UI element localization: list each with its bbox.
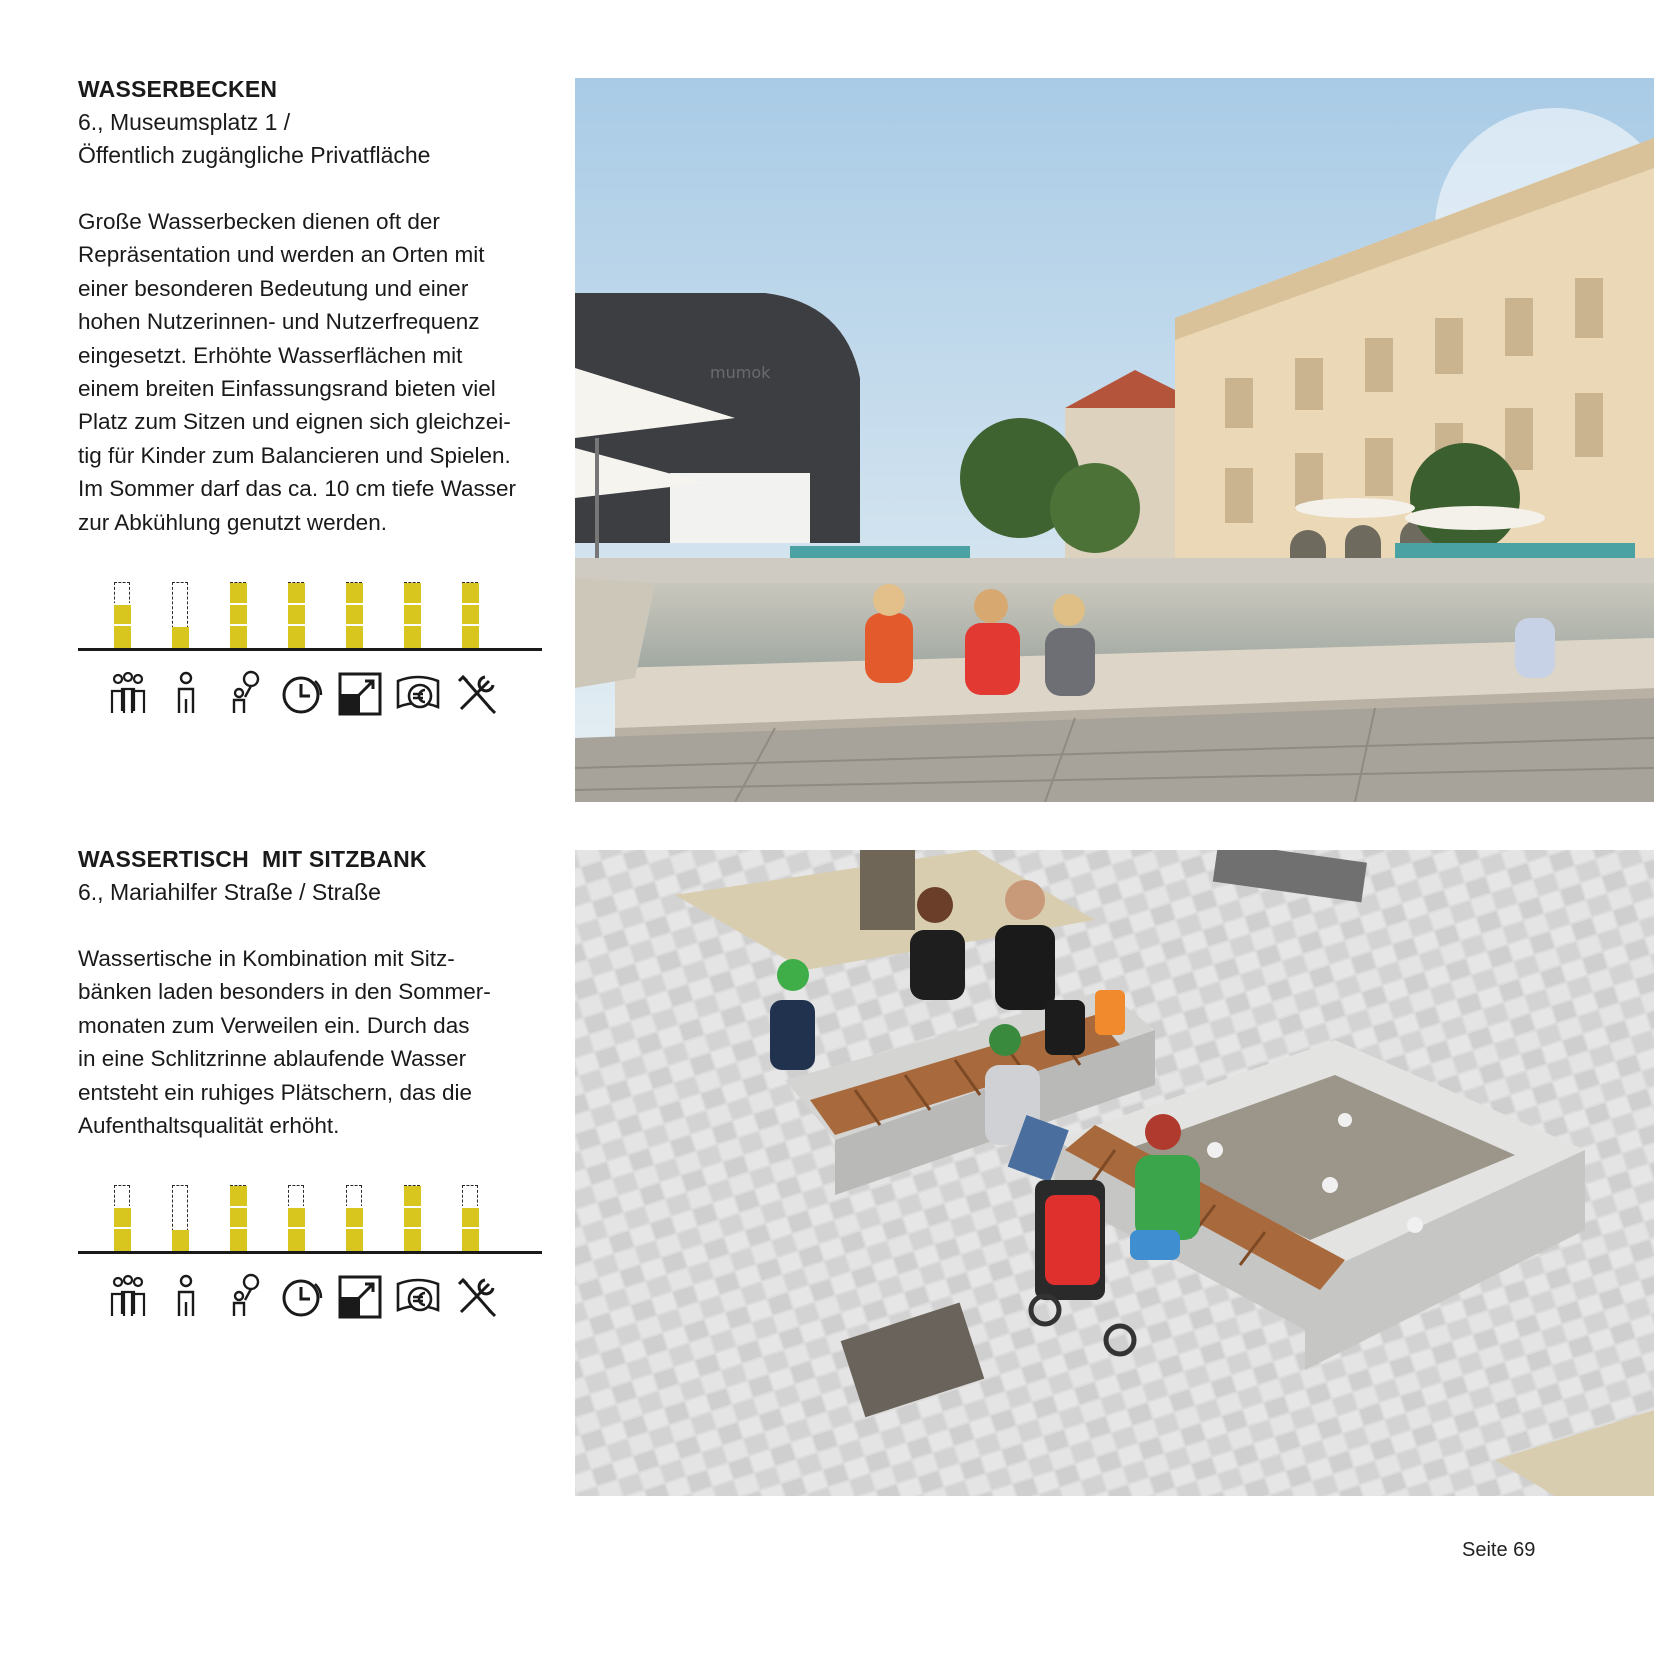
- single-person-icon: [161, 1272, 211, 1322]
- description-line: Große Wasserbecken dienen oft der: [78, 209, 440, 234]
- description-line: zur Abkühlung genutzt werden.: [78, 509, 387, 535]
- rating-bar-segment-divider: [230, 603, 247, 605]
- rating-bar-segment-divider: [114, 624, 131, 626]
- rating-bar-fill: [172, 1230, 189, 1251]
- photo-wasserbecken-museumsplatz: [575, 78, 1654, 802]
- rating-bar-segment-divider: [462, 603, 479, 605]
- criteria-icons-row: [78, 669, 542, 729]
- description-line: hohen Nutzerinnen- und Nutzerfrequenz: [78, 309, 480, 335]
- rating-bar-fill: [404, 583, 421, 648]
- section-description: [78, 205, 548, 539]
- rating-bar-segment-divider: [230, 624, 247, 626]
- rating-bar: [288, 582, 304, 648]
- description-line: einem breiten Einfassungsrand bieten viel: [78, 376, 496, 402]
- description-line: tig für Kinder zum Balancieren und Spielen.: [78, 442, 511, 468]
- description-line: eingesetzt. Erhöhte Wasserflächen mit: [78, 342, 463, 368]
- section-description: [78, 942, 548, 1142]
- rating-bar-segment-divider: [346, 603, 363, 605]
- child-with-balloon-icon: [219, 669, 269, 719]
- description-line: in eine Schlitzrinne ablaufende Wasser: [78, 1046, 467, 1072]
- description-line: bänken laden besonders in den Sommer-: [78, 979, 491, 1005]
- rating-bar-fill: [230, 583, 247, 648]
- photo-illustration: [575, 78, 1654, 802]
- wrench-screwdriver-maintenance-icon: [451, 669, 501, 719]
- rating-bar-segment-divider: [346, 624, 363, 626]
- wrench-screwdriver-maintenance-icon: [451, 1272, 501, 1322]
- rating-bar-segment-divider: [404, 603, 421, 605]
- rating-bar: [462, 582, 478, 648]
- rating-bars: [78, 580, 542, 651]
- description-line: Platz zum Sitzen und eignen sich gleichzei-: [78, 409, 511, 435]
- rating-bar-segment-divider: [288, 603, 305, 605]
- group-of-people-icon: [103, 1272, 153, 1322]
- rating-bars: [78, 1183, 542, 1254]
- rating-bar: [346, 1185, 362, 1251]
- rating-panel-wasserbecken: [78, 580, 542, 720]
- rating-bar: [404, 1185, 420, 1251]
- rating-bar-fill: [288, 583, 305, 648]
- rating-bar: [230, 1185, 246, 1251]
- section-title: WASSERTISCH MIT SITZBANK: [78, 846, 427, 872]
- rating-bar: [288, 1185, 304, 1251]
- rating-bar: [404, 582, 420, 648]
- euro-money-icon: [393, 1272, 443, 1322]
- rating-bar-fill: [172, 627, 189, 648]
- section-area-type: Öffentlich zugängliche Privatfläche: [78, 142, 431, 168]
- rating-bar-segment-divider: [462, 1206, 479, 1208]
- euro-money-icon: [393, 669, 443, 719]
- section-address: 6., Mariahilfer Straße / Straße: [78, 879, 381, 905]
- section-wasserbecken: [78, 72, 548, 539]
- rating-bar-fill: [462, 583, 479, 648]
- rating-bar-segment-divider: [114, 603, 131, 605]
- section-address: 6., Museumsplatz 1 /: [78, 109, 291, 135]
- page-number: Seite 69: [1462, 1539, 1536, 1561]
- child-with-balloon-icon: [219, 1272, 269, 1322]
- rating-bar: [172, 582, 188, 648]
- description-line: Repräsentation und werden an Orten mit: [78, 242, 485, 268]
- single-person-icon: [161, 669, 211, 719]
- photo-wassertisch-mariahilfer-strasse: [575, 850, 1654, 1496]
- description-line: Im Sommer darf das ca. 10 cm tiefe Wasser: [78, 476, 517, 502]
- description-line: Aufenthaltsqualität erhöht.: [78, 1113, 340, 1139]
- photo-sign-mumok: mumok: [710, 363, 771, 382]
- rating-bar-segment-divider: [288, 1227, 305, 1229]
- description-line: einer besonderen Bedeutung und einer: [78, 275, 469, 301]
- rating-bar-fill: [404, 1186, 421, 1251]
- rating-bar-segment-divider: [462, 1227, 479, 1229]
- rating-bar-segment-divider: [288, 624, 305, 626]
- rating-bar-segment-divider: [114, 1206, 131, 1208]
- criteria-icons-row: [78, 1272, 542, 1332]
- rating-bar-segment-divider: [462, 624, 479, 626]
- rating-bar-segment-divider: [404, 624, 421, 626]
- group-of-people-icon: [103, 669, 153, 719]
- description-line: entsteht ein ruhiges Plätschern, das die: [78, 1079, 472, 1105]
- rating-bar-fill: [346, 583, 363, 648]
- section-title: WASSERBECKEN: [78, 76, 278, 102]
- clock-icon: [277, 669, 327, 719]
- rating-bar: [462, 1185, 478, 1251]
- photo-illustration: [575, 850, 1654, 1496]
- description-line: monaten zum Verweilen ein. Durch das: [78, 1012, 470, 1038]
- rating-bar-segment-divider: [288, 1206, 305, 1208]
- rating-bar: [172, 1185, 188, 1251]
- rating-bar: [114, 1185, 130, 1251]
- rating-bar: [346, 582, 362, 648]
- rating-bar-segment-divider: [114, 1227, 131, 1229]
- rating-bar-segment-divider: [230, 1206, 247, 1208]
- rating-bar-segment-divider: [230, 1227, 247, 1229]
- rating-bar-fill: [230, 1186, 247, 1251]
- rating-bar: [114, 582, 130, 648]
- rating-bar-segment-divider: [404, 1227, 421, 1229]
- rating-bar-segment-divider: [404, 1206, 421, 1208]
- rating-panel-wassertisch: [78, 1183, 542, 1323]
- rating-bar: [230, 582, 246, 648]
- rating-bar-segment-divider: [346, 1206, 363, 1208]
- clock-icon: [277, 1272, 327, 1322]
- rating-bar-segment-divider: [346, 1227, 363, 1229]
- section-wassertisch: [78, 842, 548, 1142]
- description-line: Wassertische in Kombination mit Sitz-: [78, 946, 455, 971]
- quality-arrow-icon: [335, 669, 385, 719]
- quality-arrow-icon: [335, 1272, 385, 1322]
